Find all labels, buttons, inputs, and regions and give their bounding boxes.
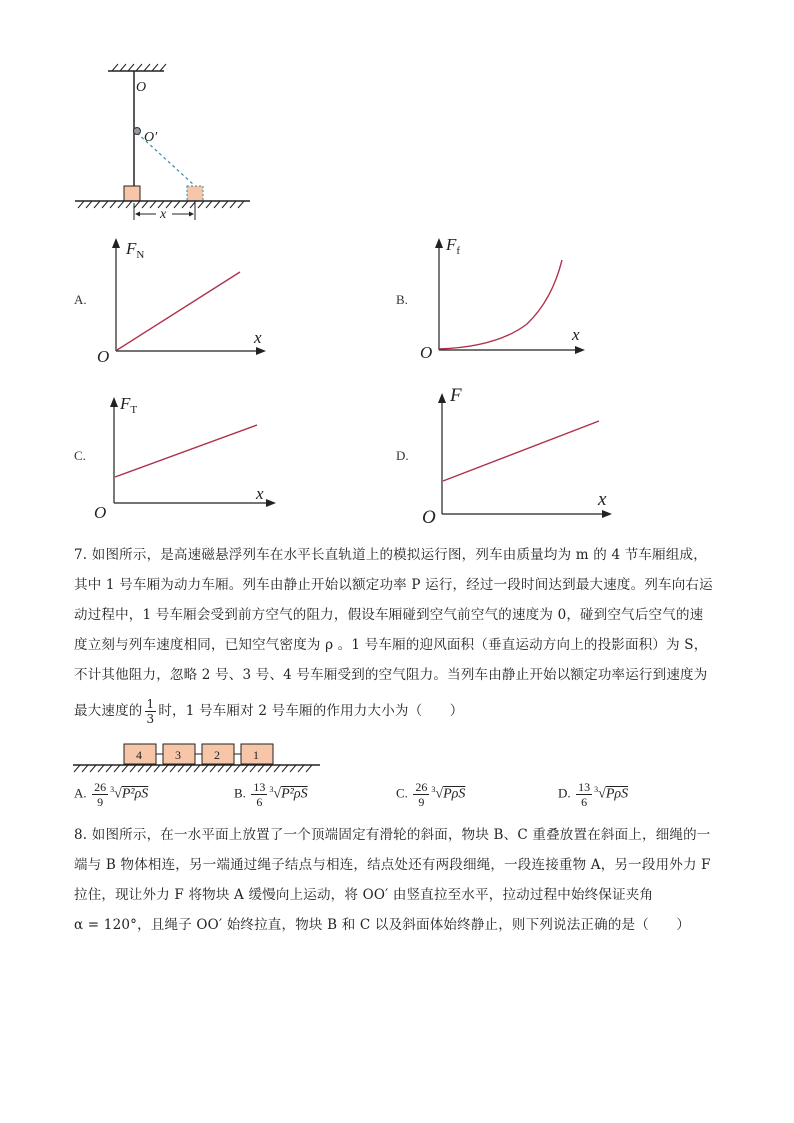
q8-line: 端与 B 物体相连，另一端通过绳子结点与相连，结点处还有两段细绳，一段连接重物 A，另一段用外力 F (74, 857, 711, 873)
q7-option-b[interactable]: B. $\frac{13}{6}$ $^3$√P²ρS (234, 780, 308, 809)
label-o: O (136, 80, 147, 95)
graph-b (412, 232, 602, 367)
pendulum-figure (70, 60, 260, 225)
label-x: x (160, 207, 167, 222)
graph-b-origin: O (420, 343, 433, 362)
train-figure (70, 740, 330, 774)
train-car-label: 3 (175, 748, 181, 762)
q8-text (74, 820, 724, 940)
graph-d-ylabel: F (450, 385, 462, 406)
q8-line: α = 120°，且绳子 OO′ 始终拉直，物块 B 和 C 以及斜面体始终静止，则下列说法正确的是（ ） (74, 917, 691, 933)
graph-b-xlabel: x (572, 325, 580, 344)
option-a-letter[interactable]: A. (74, 292, 87, 307)
option-b-letter[interactable]: B. (396, 292, 408, 307)
graph-a-xlabel: x (254, 328, 262, 347)
graph-c-origin: O (94, 503, 107, 522)
label-o-prime: O′ (144, 130, 158, 145)
q8-line: 拉住，现让外力 F 将物块 A 缓慢向上运动，将 OO′ 由竖直拉至水平，拉动过程中始终保证夹角 (74, 887, 654, 903)
graph-c-xlabel: x (256, 484, 264, 503)
graph-a (90, 232, 280, 367)
graph-c (90, 385, 280, 525)
q7-line: 7. 如图所示，是高速磁悬浮列车在水平长直轨道上的模拟运行图，列车由质量均为 m 的 4 节车厢组成， (74, 547, 707, 563)
graph-d (412, 381, 622, 527)
q8-line: 8. 如图所示，在一水平面上放置了一个顶端固定有滑轮的斜面，物块 B、C 重叠放置在斜面上，细绳的一 (74, 827, 711, 843)
q7-option-c[interactable]: C. $\frac{26}{9}$ $^3$√PρS (396, 780, 466, 809)
train-car-label: 1 (253, 748, 259, 762)
graph-c-ylabel: $F_T$ (120, 394, 138, 416)
graph-d-origin: O (422, 507, 436, 527)
q7-line: 最大速度的 $\frac{1}{3}$ 时，1 号车厢对 2 号车厢的作用力大小为（ ） (74, 697, 464, 726)
option-d-letter[interactable]: D. (396, 448, 409, 463)
q7-option-d[interactable]: D. $\frac{13}{6}$ $^3$√PρS (558, 780, 629, 809)
fraction-one-third: $\frac{1}{3}$ (146, 697, 155, 726)
graph-a-origin: O (97, 347, 110, 366)
graph-a-ylabel: $F_N$ (126, 239, 145, 261)
q7-line: 不计其他阻力，忽略 2 号、3 号、4 号车厢受到的空气阻力。当列车由静止开始以额定功率运行到速度为 (74, 667, 708, 683)
q7-line: 度立刻与列车速度相同，已知空气密度为 ρ 。1 号车厢的迎风面积（垂直运动方向上的投影面积）为 S， (74, 637, 708, 653)
q7-line: 其中 1 号车厢为动力车厢。列车由静止开始以额定功率 P 运行，经过一段时间达到最大速度。列车向右运 (74, 577, 713, 593)
graph-d-xlabel: x (598, 489, 607, 510)
graph-b-ylabel: $F_f$ (446, 235, 461, 257)
q7-option-a[interactable]: A. $\frac{26}{9}$ $^3$√P²ρS (74, 780, 149, 809)
train-car-label: 4 (136, 748, 142, 762)
option-c-letter[interactable]: C. (74, 448, 86, 463)
q7-line: 动过程中，1 号车厢会受到前方空气的阻力，假设车厢碰到空气前空气的速度为 0，碰到空气后空气的速 (74, 607, 704, 623)
q7-text (74, 540, 724, 726)
train-car-label: 2 (214, 748, 220, 762)
